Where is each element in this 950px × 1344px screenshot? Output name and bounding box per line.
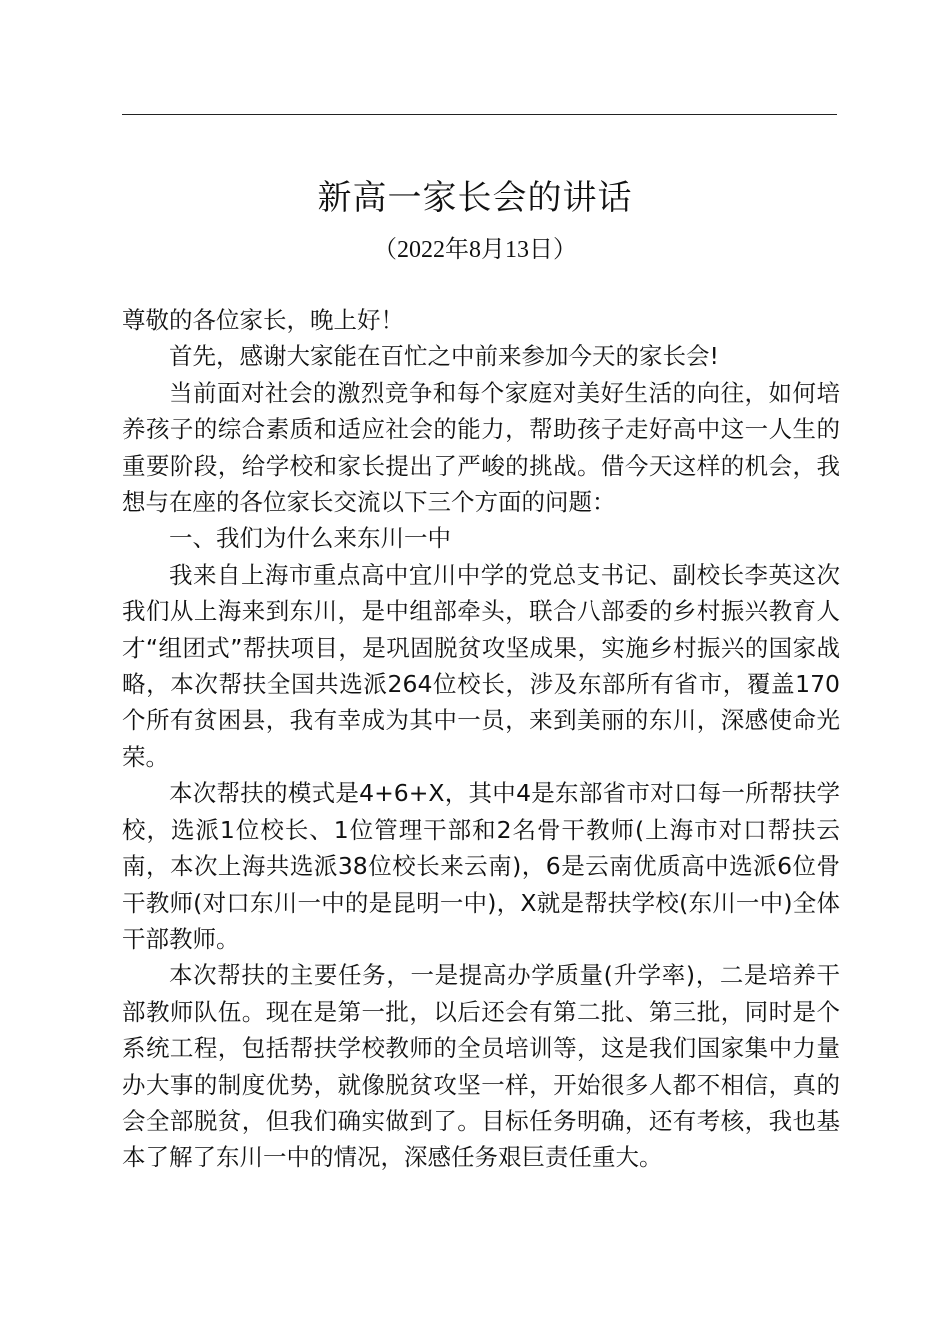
body-paragraph: 本次帮扶的主要任务，一是提高办学质量(升学率)，二是培养干部教师队伍。现在是第一批，以后还会有第二批、第三批，同时是个系统工程，包括帮扶学校教师的全员培训等，这是我们国家集中力量办大事的制度优势，就像脱贫攻坚一样，开始很多人都不相信，真的会全部脱贫，但我们确实做到了。目标任务明确，还有考核，我也基本了解了东川一中的情况，深感任务艰巨责任重大。 — [122, 961, 840, 1172]
body-paragraph: 本次帮扶的模式是4+6+X，其中4是东部省市对口每一所帮扶学校，选派1位校长、1位管理干部和2名骨干教师(上海市对口帮扶云南，本次上海共选派38位校长来云南)，6是云南优质高中选派6位骨干教师(对口东川一中的是昆明一中)，X就是帮扶学校(东川一中)全体干部教师。 — [122, 779, 840, 953]
body-paragraph: 当前面对社会的激烈竞争和每个家庭对美好生活的向往，如何培养孩子的综合素质和适应社会的能力，帮助孩子走好高中这一人生的重要阶段，给学校和家长提出了严峻的挑战。借今天这样的机会，我想与在座的各位家长交流以下三个方面的问题： — [122, 378, 840, 517]
section-heading: 一、我们为什么来东川一中 — [169, 524, 451, 553]
document-title: 新高一家长会的讲话 — [317, 178, 633, 218]
body-paragraph: 首先，感谢大家能在百忙之中前来参加今天的家长会! — [169, 342, 719, 371]
header-rule — [122, 114, 837, 115]
document-date: （2022年8月13日） — [373, 237, 577, 263]
document-body — [122, 302, 840, 1176]
body-paragraph: 我来自上海市重点高中宜川中学的党总支书记、副校长李英这次我们从上海来到东川，是中组部牵头，联合八部委的乡村振兴教育人才“组团式”帮扶项目，是巩固脱贫攻坚成果，实施乡村振兴的国家战略，本次帮扶全国共选派264位校长，涉及东部所有省市，覆盖170个所有贫困县，我有幸成为其中一员，来到美丽的东川，深感使命光荣。 — [122, 560, 840, 771]
greeting-paragraph: 尊敬的各位家长，晚上好！ — [122, 306, 404, 334]
